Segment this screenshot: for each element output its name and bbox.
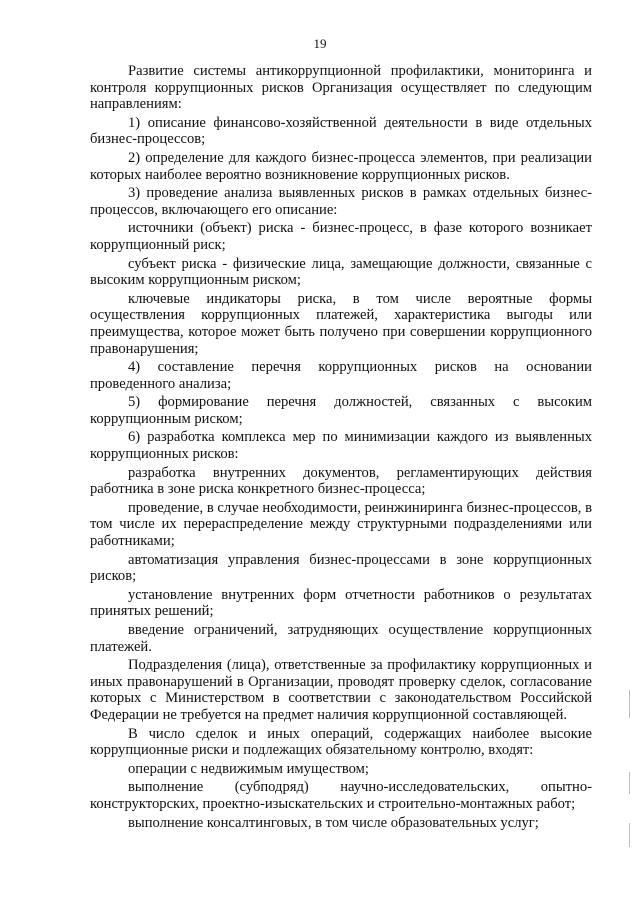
scan-edge-mark (629, 690, 630, 718)
operation-subcontract-works: выполнение (субподряд) научно-исследовательских, опытно-конструкторских, проектно-изыскательских и строительно-монтажных работ; (90, 779, 592, 812)
sub-item-automation: автоматизация управления бизнес-процессами в зоне коррупционных рисков; (90, 551, 592, 585)
operation-consulting-services: выполнение консалтинговых, в том числе образовательных услуг; (128, 814, 539, 831)
list-item-5: 5) формирование перечня должностей, связанных с высоким коррупционным риском; (90, 394, 592, 427)
sub-item-risk-source: источники (объект) риска - бизнес-процесс, в фазе которого возникает коррупционный риск; (90, 220, 592, 253)
paragraph-departments: Подразделения (лица), ответственные за профилактику коррупционных и иных правонарушений в Организации, проводят проверку сделок, согласование которых с Министерством в соответствии с законодательством Российской Федерации не требуется на предмет наличия коррупционной составляющей. (90, 657, 592, 723)
sub-item-internal-documents: разработка внутренних документов, регламентирующих действия работника в зоне риска конкретного бизнес-процесса; (90, 464, 592, 498)
sub-item-restrictions: введение ограничений, затрудняющих осуществление коррупционных платежей. (90, 622, 592, 655)
list-item-3: 3) проведение анализа выявленных рисков в рамках отдельных бизнес-процессов, включающего его описание: (90, 185, 592, 218)
scan-edge-mark (629, 823, 630, 847)
paragraph-intro: Развитие системы антикоррупционной профилактики, мониторинга и контроля коррупционных рисков Организация осуществляет по следующим направлениям: (90, 63, 592, 113)
document-body (90, 63, 592, 831)
paragraph-high-risk-operations: В число сделок и иных операций, содержащих наиболее высокие коррупционные риски и подлежащих обязательному контролю, входят: (90, 725, 592, 759)
scan-edge-mark (629, 772, 630, 794)
list-item-1: 1) описание финансово-хозяйственной деятельности в виде отдельных бизнес-процессов; (90, 114, 592, 148)
sub-item-reengineering: проведение, в случае необходимости, реинжиниринга бизнес-процессов, в том числе их перераспределение между структурными подразделениями или работниками; (90, 499, 592, 550)
sub-item-risk-indicators: ключевые индикаторы риска, в том числе вероятные формы осуществления коррупционных платежей, характеристика выгоды или преимущества, которое может быть получено при совершении коррупционного правонарушения; (90, 290, 592, 357)
sub-item-risk-subject: субъект риска - физические лица, замещающие должности, связанные с высоким коррупционным риском; (90, 255, 592, 289)
sub-item-reporting: установление внутренних форм отчетности работников о результатах принятых решений; (90, 586, 592, 620)
list-item-4: 4) составление перечня коррупционных рисков на основании проведенного анализа; (90, 359, 592, 392)
list-item-6: 6) разработка комплекса мер по минимизации каждого из выявленных коррупционных рисков: (90, 429, 592, 463)
operation-real-estate: операции с недвижимым имуществом; (128, 760, 369, 777)
page-number: 19 (313, 36, 327, 51)
list-item-2: 2) определение для каждого бизнес-процесса элементов, при реализации которых наиболее вероятно возникновение коррупционных рисков. (90, 149, 592, 183)
